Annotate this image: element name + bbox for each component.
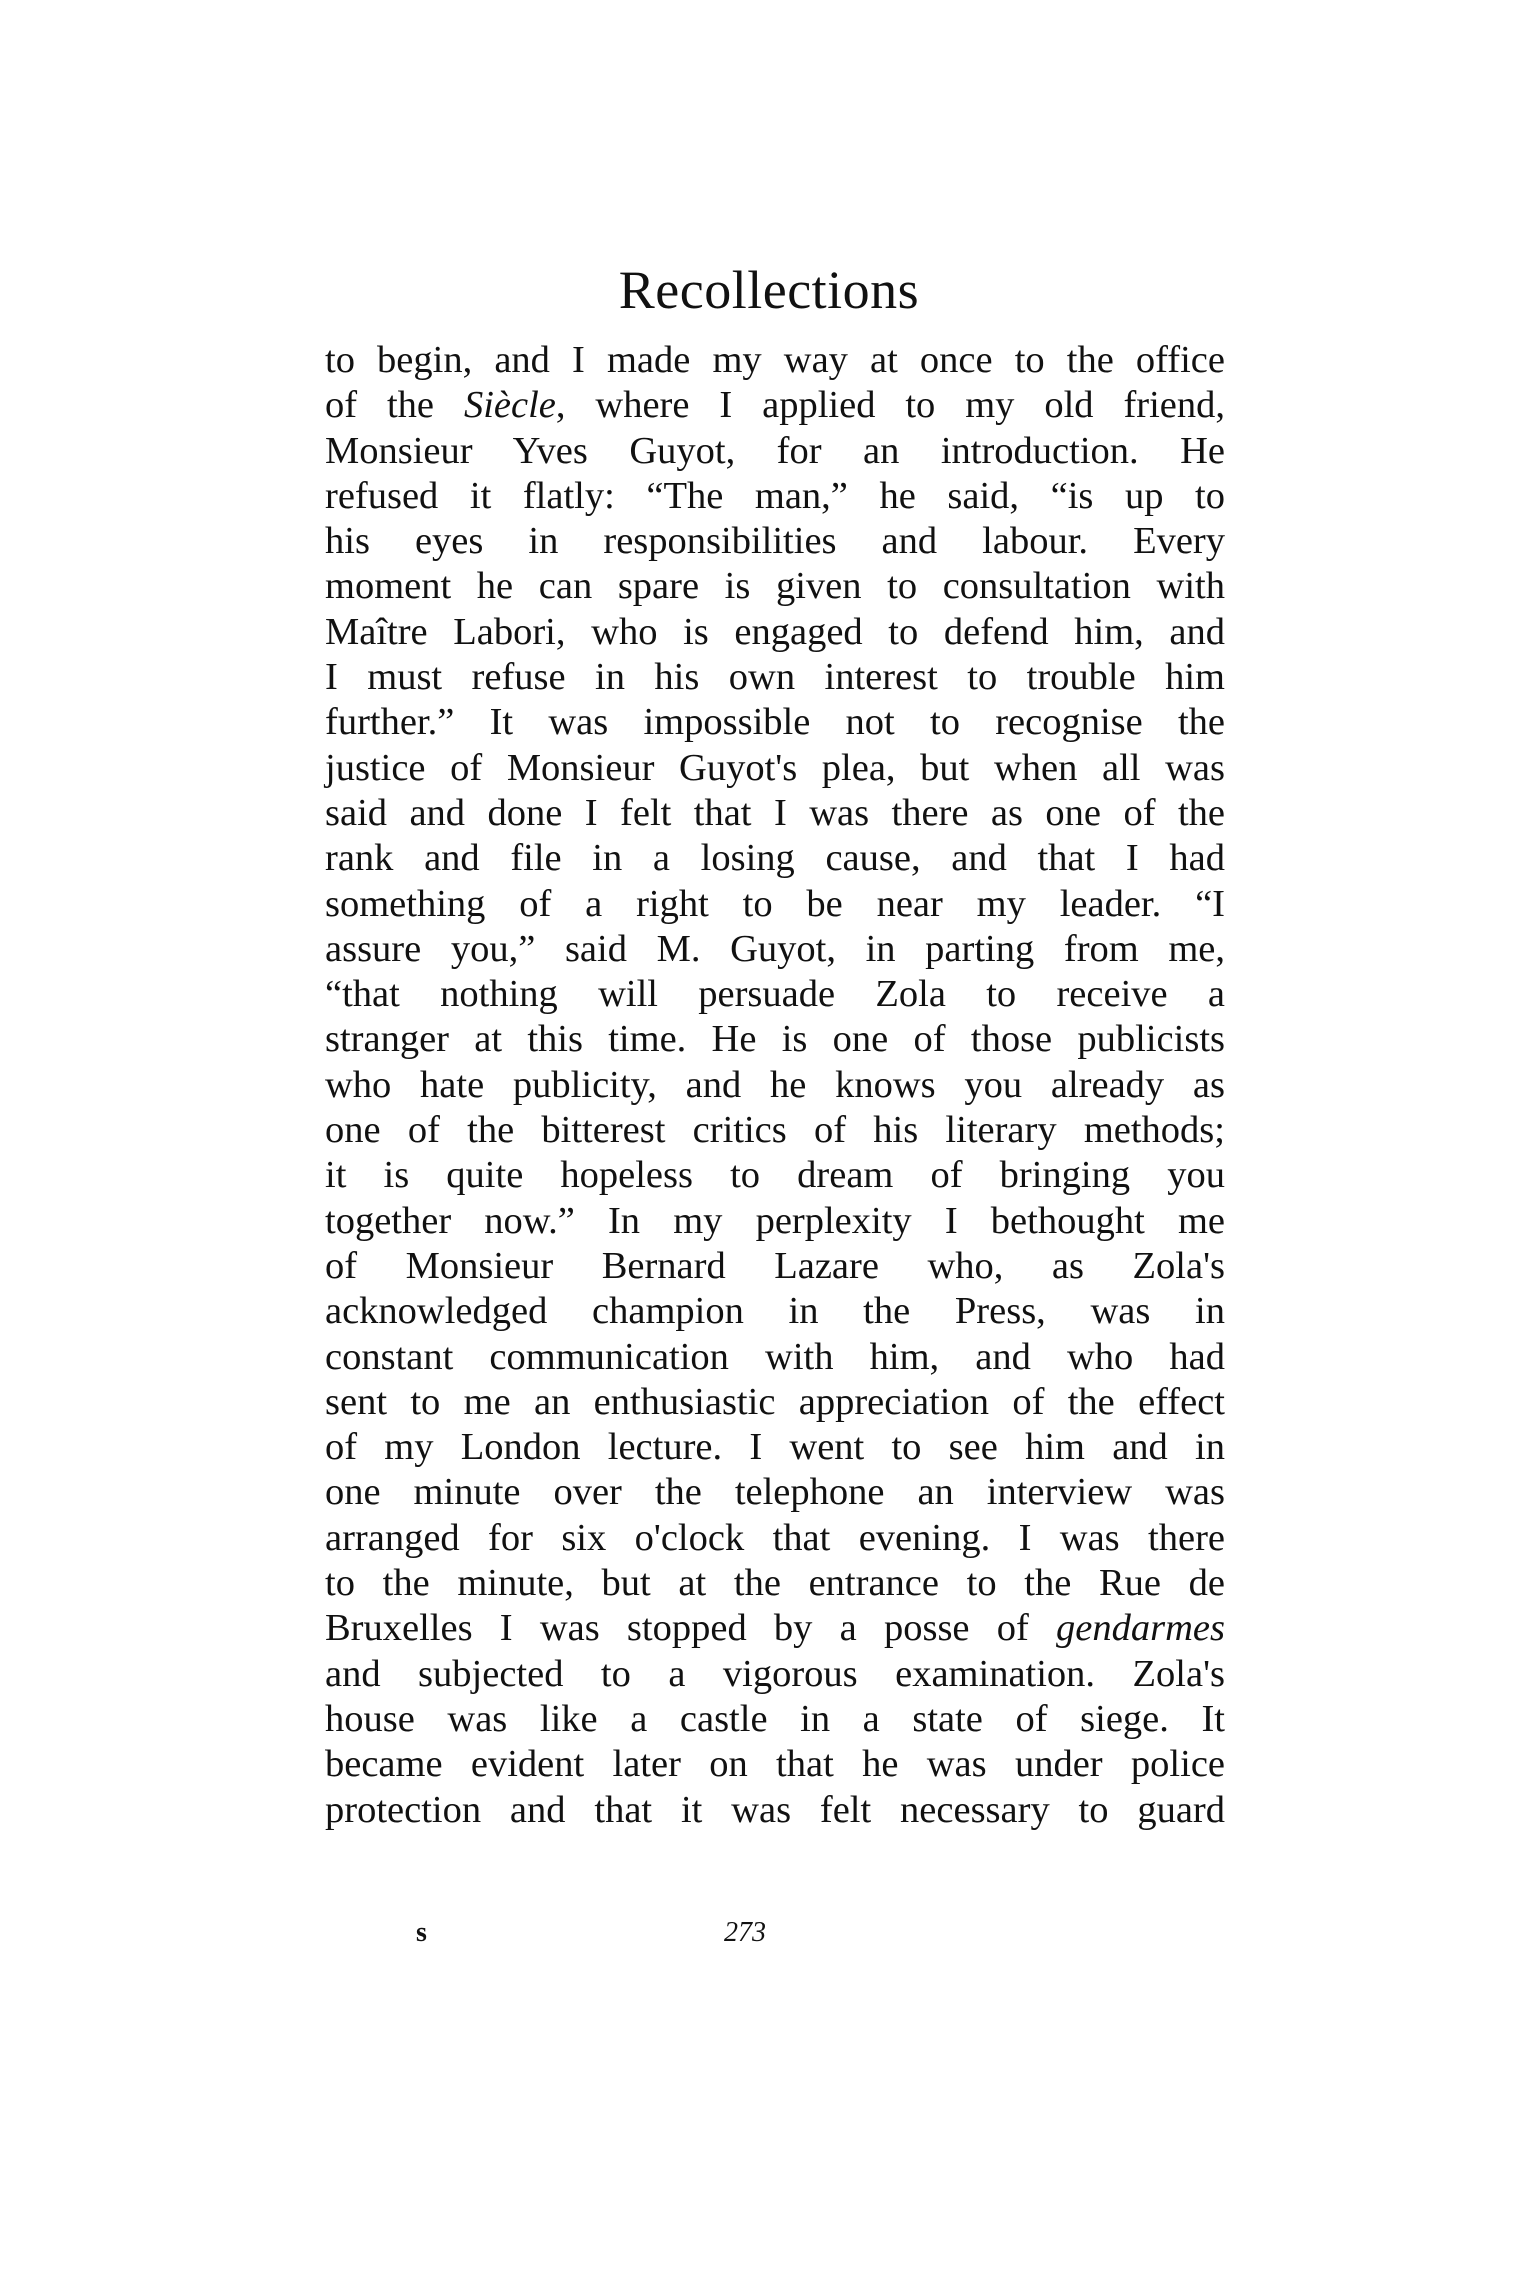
- text-line: of my London lecture. I went to see him and in: [325, 1426, 1225, 1469]
- text-line: refused it flatly: “The man,” he said, “is up to: [325, 474, 1225, 517]
- text-line: constant communication with him, and who had: [325, 1335, 1225, 1378]
- text-line: to the minute, but at the entrance to the Rue de: [325, 1562, 1225, 1605]
- text-line: one minute over the telephone an interview was: [325, 1471, 1225, 1514]
- text-line: I must refuse in his own interest to trouble him: [325, 656, 1225, 699]
- text-line: assure you,” said M. Guyot, in parting from me,: [325, 927, 1225, 970]
- text-line: together now.” In my perplexity I bethought me: [325, 1199, 1225, 1242]
- text-line: protection and that it was felt necessary to guard: [325, 1788, 1225, 1831]
- text-line: it is quite hopeless to dream of bringing you: [325, 1154, 1225, 1197]
- text-line: became evident later on that he was under police: [325, 1743, 1225, 1786]
- text-line: arranged for six o'clock that evening. I was there: [325, 1516, 1225, 1559]
- text-line: rank and file in a losing cause, and that I had: [325, 837, 1225, 880]
- text-line: sent to me an enthusiastic appreciation of the effect: [325, 1380, 1225, 1423]
- text-line: said and done I felt that I was there as one of the: [325, 791, 1225, 834]
- text-line: stranger at this time. He is one of those publicists: [325, 1018, 1225, 1061]
- text-line: his eyes in responsibilities and labour. Every: [325, 520, 1225, 563]
- text-line: to begin, and I made my way at once to the office: [325, 339, 1225, 381]
- text-line: of Monsieur Bernard Lazare who, as Zola's: [325, 1244, 1225, 1287]
- page-footer: [0, 1917, 1538, 1967]
- text-line: “that nothing will persuade Zola to receive a: [325, 973, 1225, 1016]
- text-line: something of a right to be near my leader. “I: [325, 882, 1225, 925]
- text-line: house was like a castle in a state of siege. It: [325, 1697, 1225, 1740]
- text-line: further.” It was impossible not to recognise the: [325, 701, 1225, 744]
- signature-mark: s: [416, 1917, 427, 1948]
- text-line: Monsieur Yves Guyot, for an introduction. He: [325, 429, 1225, 472]
- text-line: justice of Monsieur Guyot's plea, but when all was: [325, 746, 1225, 789]
- body-text: [325, 338, 1225, 1833]
- page-number: 273: [724, 1917, 766, 1948]
- text-line: Maître Labori, who is engaged to defend him, and: [325, 610, 1225, 653]
- text-line: Bruxelles I was stopped by a posse of gendarmes: [325, 1607, 1225, 1650]
- text-line: one of the bitterest critics of his literary methods;: [325, 1109, 1225, 1152]
- text-line: of the Siècle, where I applied to my old friend,: [325, 384, 1225, 427]
- italic-term: gendarmes: [1056, 1607, 1225, 1650]
- text-line: and subjected to a vigorous examination. Zola's: [325, 1652, 1225, 1695]
- text-line: moment he can spare is given to consultation with: [325, 565, 1225, 608]
- text-line: who hate publicity, and he knows you already as: [325, 1063, 1225, 1106]
- running-head: Recollections: [618, 260, 920, 320]
- italic-term: Siècle: [463, 384, 556, 427]
- text-line: acknowledged champion in the Press, was in: [325, 1290, 1225, 1333]
